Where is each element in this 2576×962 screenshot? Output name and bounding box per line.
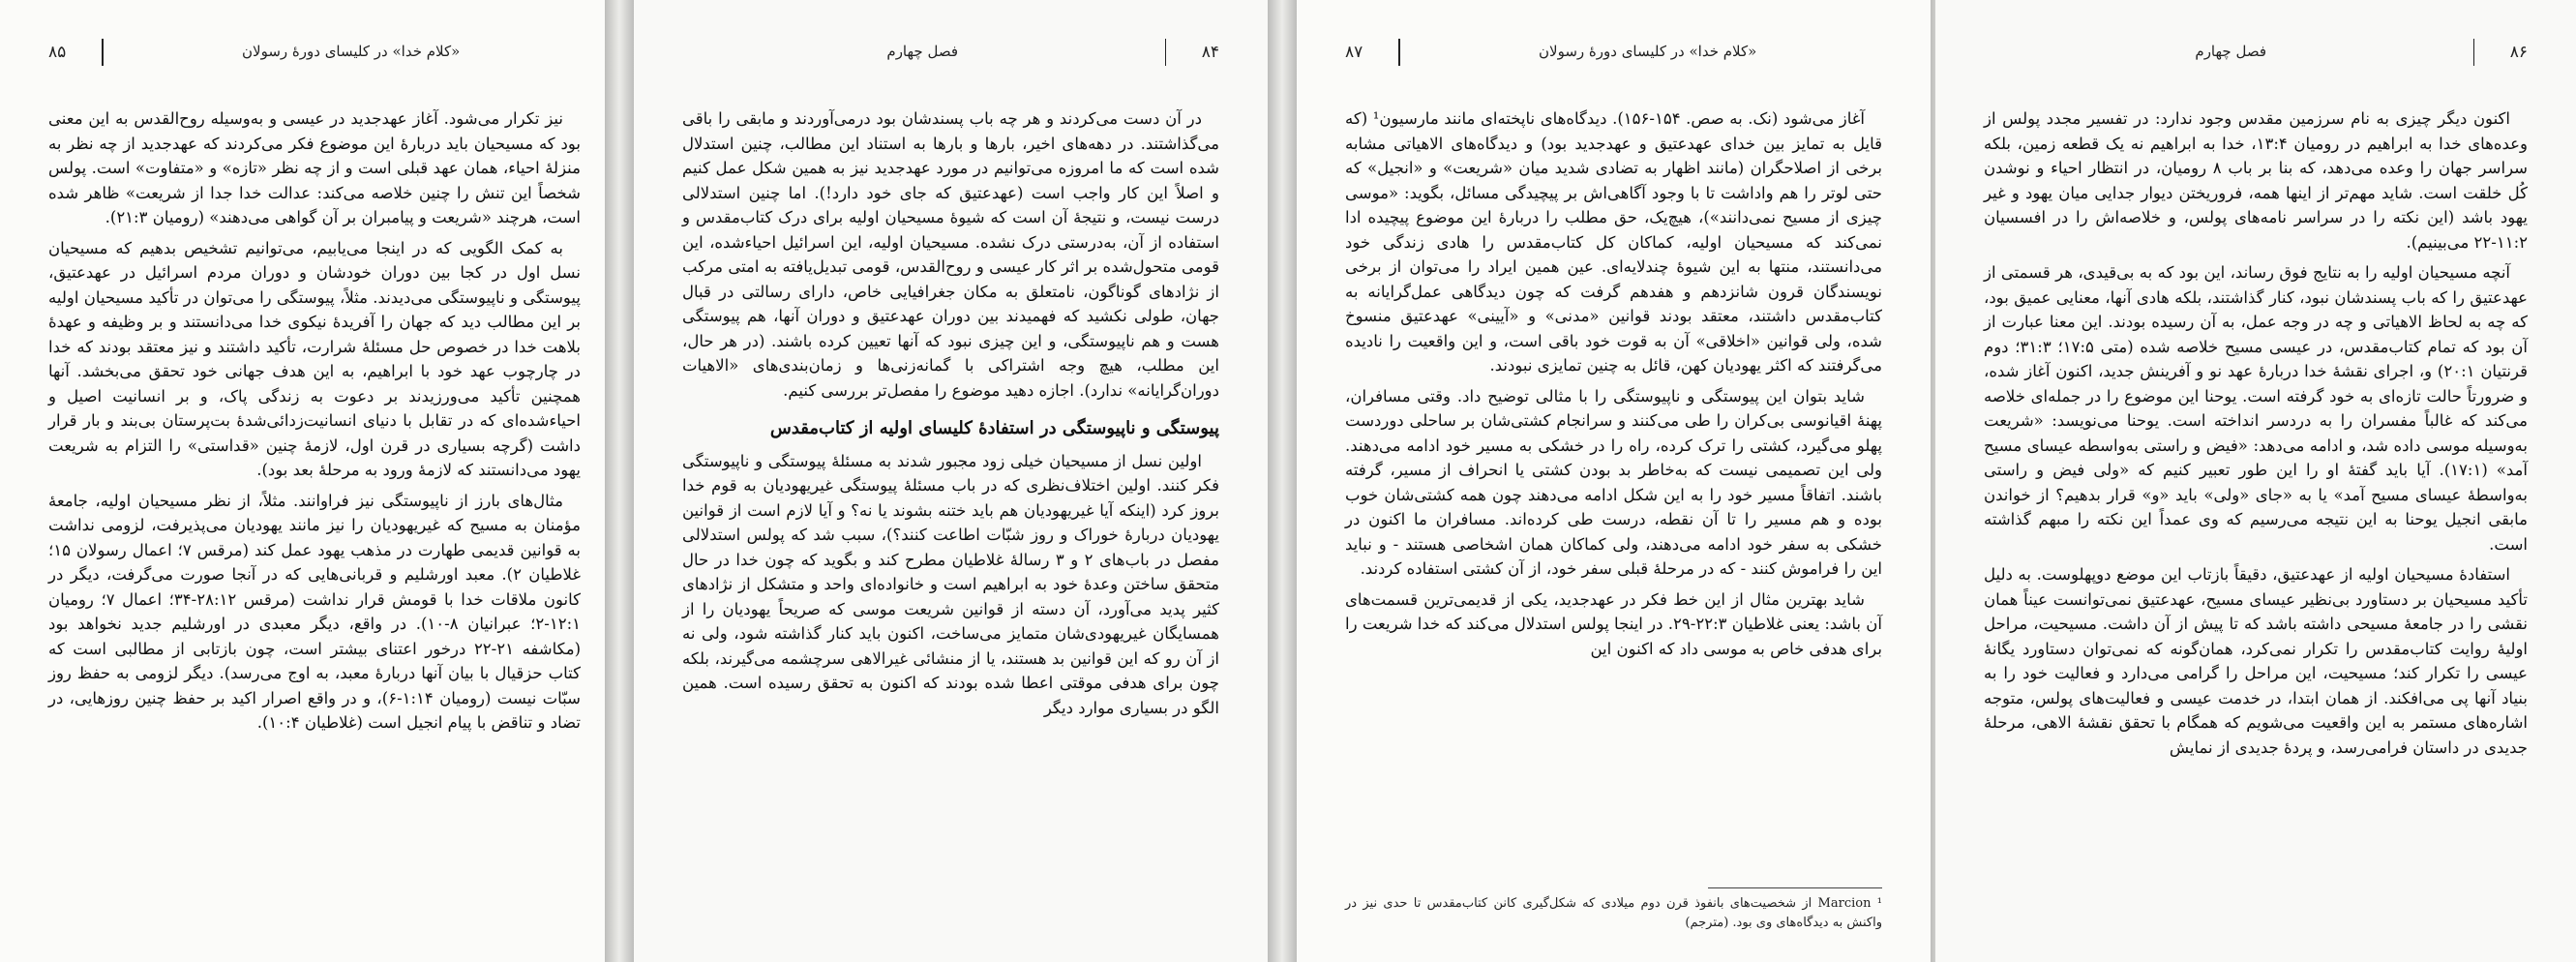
running-title: فصل چهارم — [886, 43, 958, 60]
paragraph: استفادهٔ مسیحیان اولیه از عهدعتیق، دقیقاً بازتاب این موضع دوپهلوست. به دلیل تأکید مسیحیان بر دستاورد بی‌نظیر عیسای مسیح، عهدعتیق نمی‌توانست عیناً همان نقشی را در جامعهٔ مسیحی داشته باشد که تا پیش از آن داشت. مسیحیت، مراحل اولیهٔ روایت کتاب‌مقدس را تکرار نمی‌کرد، همان‌گونه که نمی‌توان دستاورد یگانهٔ عیسی را تکرار کند؛ مسیحیت، این مراحل را گرامی می‌دارد و فعالیت خود را به بنیاد آنها پی می‌افکند. از همان ابتدا، در خدمت عیسی و فعالیت‌های پولس، متوجه اشاره‌های مستمر به این واقعیت می‌شویم که همگام با تحقق نقشهٔ الاهی، مرحلهٔ جدیدی در داستان فرامی‌رسد، و پردهٔ جدیدی از نمایش — [1984, 565, 2528, 757]
footnote-rule — [1708, 887, 1882, 888]
book-gutter — [605, 0, 634, 962]
page-body — [682, 106, 1219, 726]
spread-gap — [1268, 0, 1297, 962]
page-87 — [1297, 0, 1931, 962]
footnote-text: ¹ Marcion از شخصیت‌های بانفوذ قرن دوم میلادی که شکل‌گیری کانن کتاب‌مقدس تا حدی نیز در واکنش به دیدگاه‌های وی بود. (مترجم) — [1345, 896, 1882, 930]
footnote — [1345, 887, 1882, 933]
header-divider — [102, 39, 104, 66]
page-header — [48, 39, 581, 68]
header-divider — [2473, 39, 2475, 66]
running-title: «کلام خدا» در کلیسای دورهٔ رسولان — [242, 43, 461, 60]
paragraph: در آن دست می‌کردند و هر چه باب پسندشان بود درمی‌آوردند و مابقی را باقی می‌گذاشتند. در دهه‌های اخیر، بارها و بارها به استناد این مطالب، چنین استدلال شده است که ما امروزه می‌توانیم در مورد عهدجدید نیز به همین شکل عمل کنیم و اصلاً این کار واجب است (عهدعتیق که جای خود دارد!). اما چنین استدلالی درست نیست، و نتیجهٔ آن است که شیوهٔ مسیحیان اولیه برای درک کتاب‌مقدس و استفاده از آن، به‌درستی درک نشده. مسیحیان اولیه، این اسرائیل احیاءشده، این قومی متحول‌شده بر اثر کار عیسی و روح‌القدس، قومی تبدیل‌یافته به امتی مرکب از نژادهای گوناگون، نامتعلق به مکان جغرافیایی خاص، دارای رسالتی در قبال جهان، طولی نکشید که فهمیدند بین دوران عهدعتیق و دوران آنها، هم پیوستگی هست و هم ناپیوستگی، و این چیزی نبود که آنها تعیین کرده باشند. (در هر حال، این مطلب، هیچ وجه اشتراکی با گمانه‌زنی‌ها و زمان‌بندی‌های «الاهیات دوران‌گرایانه» ندارد). اجازه دهید موضوع را مفصل‌تر بررسی کنیم. — [682, 109, 1219, 400]
page-body — [1984, 106, 2528, 766]
paragraph: شاید بتوان این پیوستگی و ناپیوستگی را با مثالی توضیح داد. وقتی مسافران، پهنهٔ اقیانوسی بی‌کران را طی می‌کنند و سرانجام کشتی‌شان بر ساحلی دوردست پهلو می‌گیرد، کشتی را ترک کرده، راه را در خشکی به مسیر خود ادامه می‌دهند. ولی این تصمیمی نیست که به‌خاطر بد بودن کشتی یا انحراف از مسیر، گرفته باشند. اتفاقاً مسیر خود را به این شکل ادامه می‌دهند چون همه کشتی‌شان خوب بوده و هم مسیر را تا آن نقطه، درست طی کرده‌اند. مسافران ما اکنون در خشکی به سفر خود ادامه می‌دهند، ولی کماکان همان اشخاصی هستند - و نباید این را فراموش کنند - که در مرحلهٔ قبلی سفر خود، از آن کشتی استفاده کردند. — [1345, 386, 1882, 578]
page-number: ۸۴ — [1201, 43, 1219, 62]
running-title: فصل چهارم — [2195, 43, 2266, 60]
page-body — [48, 106, 581, 741]
running-title: «کلام خدا» در کلیسای دورهٔ رسولان — [1539, 43, 1757, 60]
header-divider — [1165, 39, 1167, 66]
page-body — [1345, 106, 1882, 667]
page-84 — [634, 0, 1268, 962]
page-85 — [0, 0, 629, 962]
page-number: ۸۶ — [2509, 43, 2528, 62]
section-heading: پیوستگی و ناپیوستگی در استفادهٔ کلیسای اولیه از کتاب‌مقدس — [769, 418, 1219, 438]
paragraph: به کمک الگویی که در اینجا می‌یابیم، می‌توانیم تشخیص بدهیم که مسیحیان نسل اول در کجا بین دوران خودشان و دوران مردم اسرائیل در عهدعتیق، پیوستگی و ناپیوستگی می‌دیدند. مثلاً، پیوستگی را می‌توان در تأکید مسیحیان اولیه بر این مطالب دید که جهان را آفریدهٔ نیکوی خدا می‌دانستند و بر وظیفه و عهدهٔ بلاهت خدا در خصوص حل مسئلهٔ شرارت، تأکید داشتند و نیز معتقد بودند که خدا در چارچوب عهد خود با ابراهیم، به این هدف جهانی خود تحقق می‌بخشد. آنها همچنین تأکید می‌ورزیدند بر دعوت به زندگی پاک، و بر انسانیت اصیل و احیاءشده‌ای که در تقابل با دنیای انسانیت‌زدائی‌شدهٔ بت‌پرستان بی‌بند و بار قرار داشت (گرچه بسیاری در قرن اول، لازمهٔ چنین «قداستی» را التزام به شریعت یهود می‌دانستند که لازمهٔ ورود به مرحلهٔ بعد بود). — [48, 238, 581, 479]
page-number: ۸۷ — [1345, 43, 1363, 62]
paragraph: آغاز می‌شود (نک. به صص. ۱۵۴-۱۵۶). دیدگاه‌های ناپخته‌ای مانند مارسیون¹ (که قایل به تمایز بین خدای عهدعتیق و عهدجدید بود) و دیدگاه‌های الاهیاتی مشابه برخی از اصلاحگران (مانند اظهار به تضادی شدید میان «شریعت» و «انجیل» که حتی لوتر را هم واداشت تا با وجود آگاهی‌اش بر پیچیدگی مسائل، بگوید: «موسی چیزی از مسیح نمی‌دانند»)، هیچ‌یک، حق مطلب را دربارهٔ این موضوع پیچیده ادا نمی‌کند که مسیحیان اولیه، کماکان کل کتاب‌مقدس را هادی زندگی خود می‌دانستند، منتها به این شیوهٔ چندلایه‌ای. عین همین ایراد را می‌توان از برخی نویسندگان قرون شانزدهم و هفدهم گرفت که چون دیدگاهی عمل‌گرایانه به کتاب‌مقدس داشتند، معتقد بودند قوانین «مدنی» و «آیینی» عهدعتیق منسوخ شده، ولی قوانین «اخلاقی» آن به قوت خود باقی است، و این واقعیت را نادیده می‌گرفتند که اکثر یهودیان کهن، قائل به چنین تمایزی نبودند. — [1345, 109, 1882, 375]
page-header — [1984, 39, 2528, 68]
paragraph: آنچه مسیحیان اولیه را به نتایج فوق رساند، این بود که به بی‌قیدی، هر قسمتی از عهدعتیق را که باب پسندشان نبود، کنار گذاشتند، بلکه هادی آنها، معنایی عمیق بود، که چه به لحاظ الاهیاتی و چه در وجه عمل، به آن رسیده بودند. این معنا عبارت از آن بود که تمام کتاب‌مقدس، در عیسی مسیح خلاصه شده (متی ۱۷:۵؛ ۳۱:۳؛ دوم قرنتیان ۲۰:۱) و، اجرای نقشهٔ خدا دربارهٔ عهد نو و آفرینش جدید، اکنون آغاز شده، و ضرورتاً حالت تازه‌ای به خود گرفته است. یوحنا این موضوع را در جمله‌ای خلاصه می‌کند که غالباً مفسران را به دردسر انداخته است. یوحنا می‌نویسد: «شریعت به‌وسیله موسی داده شد، و ادامه می‌دهد: «فیض و راستی به‌واسطه عیسای مسیح آمد» (۱۷:۱). آیا باید گفتهٔ او را این طور تعبیر کنیم که «ولی فیض و راستی به‌واسطهٔ عیسای مسیح آمد» یا به «جای «ولی» باید «و» قرار بدهیم؟ از خواندن مابقی انجیل یوحنا به این نتیجه می‌رسیم که وی عمداً این نکته را مبهم گذاشته است. — [1984, 263, 2529, 554]
paragraph: مثال‌های بارز از ناپیوستگی نیز فراوانند. مثلاً، از نظر مسیحیان اولیه، جامعهٔ مؤمنان به مسیح که غیریهودیان را نیز مانند یهودیان می‌پذیرفت، لزومی نداشت به قوانین قدیمی طهارت در مذهب یهود عمل کند (مرقس ۷؛ اعمال رسولان ۱۵؛ غلاطیان ۲). معبد اورشلیم و قربانی‌هایی که در آنجا صورت می‌گرفت، دیگر در کانون ملاقات خدا با قومش قرار نداشت (مرقس ۲۸:۱۲-۳۴؛ اعمال ۷؛ رومیان ۱۲:۱-۲؛ عبرانیان ۸-۱۰). در واقع، دیگر معبدی در اورشلیم جدید نخواهد بود (مکاشفه ۲۱-۲۲ درخور اعتنای بیشتر است، چون بازتابی از مطالبی است که کتاب حزقیال با بیان آنها دربارهٔ معبد، به اوج می‌رسد). دیگر لزومی به حفظ روز سبّات نیست (رومیان ۱:۱۴-۶)، و در واقع اصرار اکید بر حفظ چنین روزهایی، در تضاد و تناقض با پیام انجیل است (غلاطیان ۱۰:۴). — [48, 491, 582, 732]
paragraph: اولین نسل از مسیحیان خیلی زود مجبور شدند به مسئلهٔ پیوستگی و ناپیوستگی فکر کنند. اولین اختلاف‌نظری که در باب مسئلهٔ پیوستگی غیریهودیان به قوم خدا بروز کرد (اینکه آیا غیریهودیان هم باید ختنه بشوند یا نه؟ و آیا لازم است از قوانین یهودیان دربارهٔ خوراک و روز شبّات اطاعت کنند؟)، سبب شد که پولس استدلالی مفصل در باب‌های ۲ و ۳ رسالهٔ غلاطیان مطرح کند و بگوید که چون خدا در حال متحقق ساختن وعدهٔ خود به ابراهیم است و خانواده‌ای واحد و متشکل از نژادهای کثیر پدید می‌آورد، آن دسته از قوانین شریعت موسی که صریحاً یهودیان را از همسایگان غیریهودی‌شان متمایز می‌ساخت، اکنون باید کنار گذاشته شود، ولی نه از آن رو که این قوانین بد هستند، یا از منشائی غیرالاهی سرچشمه می‌گیرند، بلکه چون برای هدفی موقتی اعطا شده بودند که اکنون به تحقق رسیده است. همین الگو در بسیاری موارد دیگر — [682, 451, 1219, 717]
page-header — [682, 39, 1219, 68]
page-86 — [1935, 0, 2576, 962]
paragraph: شاید بهترین مثال از این خط فکر در عهدجدید، یکی از قدیمی‌ترین قسمت‌های آن باشد: یعنی غلاطیان ۲۲:۳-۲۹. در اینجا پولس استدلال می‌کند که خدا شریعت را برای هدفی خاص به موسی داد که اکنون این — [1345, 589, 1883, 658]
page-number: ۸۵ — [48, 43, 67, 62]
paragraph: نیز تکرار می‌شود. آغاز عهدجدید در عیسی و به‌وسیله روح‌القدس به این معنی بود که مسیحیان باید دربارهٔ این موضوع فکر می‌کردند که عهدجدید از چه نظر به منزلهٔ احیاء، همان عهد قبلی است و از چه نظر «تازه» و «متفاوت» است. پولس شخصاً این تنش را چنین خلاصه می‌کند: عدالت خدا جدا از شریعت» ظاهر شده است، هرچند «شریعت و پیامبران بر آن گواهی می‌دهند» (رومیان ۲۱:۳). — [48, 109, 581, 226]
paragraph: اکنون دیگر چیزی به نام سرزمین مقدس وجود ندارد: در تفسیر مجدد پولس از وعده‌های خدا به ابراهیم در رومیان ۱۳:۴، خدا به ابراهیم نه یک قطعه زمین، بلکه سراسر جهان را وعده می‌دهد، که بنا بر باب ۸ رومیان، در انتظار احیاء و نوشدن کُل خلقت است. شاید مهم‌تر از اینها همه، فروریختن دیوار جدایی میان یهود و غیر یهود باشد (این نکته را در سراسر نامه‌های پولس، و خلاصه‌اش را در افسسیان ۱۱:۲-۲۲ می‌بینیم). — [1984, 109, 2528, 252]
page-header — [1345, 39, 1882, 68]
header-divider — [1398, 39, 1400, 66]
